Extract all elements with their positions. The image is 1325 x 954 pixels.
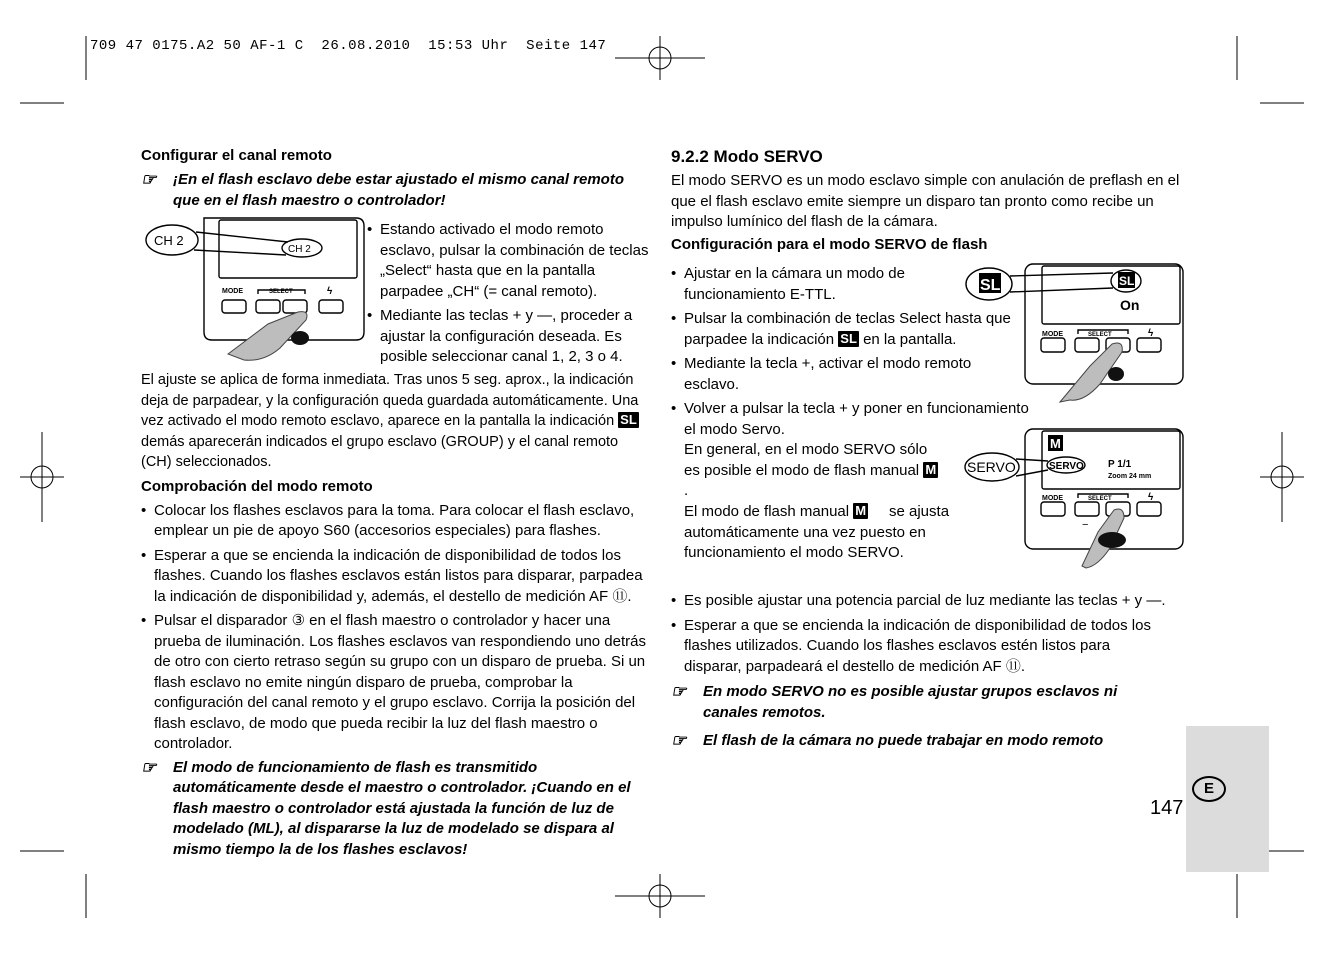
flash-illustration-servo [964,428,1186,556]
left-bullet-1: • Estando activado el modo remoto esclavo, pulsar la combinación de teclas „Select“ hasta que en la pantalla parpadee „CH“ (= canal remoto). [367,220,652,302]
left-paragraph: El ajuste se aplica de forma inmediata. Tras unos 5 seg. aprox., la indicación deja de parpadear, y la configuración queda guardada automáticamente. Una vez activado el modo remoto esclavo, aparece en la pantalla la indicación SLdemás aparecerán indicados el grupo esclavo (GROUP) y el canal remoto (CH) seleccionados. [141,372,639,470]
mode-label: MODE [1042,495,1063,502]
right-note-2: ☞ El flash de la cámara no puede trabajar en modo remoto [671,731,1104,750]
left-fig-bullets [367,220,652,368]
power-display: P 1/1 [1108,459,1132,470]
select-label: SELECT [269,289,293,295]
right-heading: 9.2.2 Modo SERVO [671,147,823,166]
servo-callout: SERVO [967,459,1016,475]
left-check-bullet-1: • Colocar los flashes esclavos para la toma. Para colocar el flash esclavo, emplear un pie de apoyo S60 (accesorios especiales) para flashes. [141,501,651,542]
minus-label: − [1082,519,1089,531]
flash-illustration-channel [140,214,370,364]
sl-callout: SL [980,277,1001,294]
left-check-bullet-3: • Pulsar el disparador ③ en el flash maestro o controlador y hacer una prueba de iluminación. Los flashes esclavos van respondiendo uno detrás de otro con cierto retraso según su grupo con un disparo de prueba. Si un flash esclavo no emite ningún disparo de prueba, comprobar la configuración del canal remoto y el grupo esclavo. Corrija la posición del flash esclavo, de modo que pueda recibir la luz del flash maestro o controlador. [141,611,651,755]
left-heading-2: Comprobación del modo remoto [141,477,373,495]
language-badge: E [1192,776,1226,802]
right-bullet-1: • Ajustar en la cámara un modo de funcionamiento E-TTL. [671,264,964,305]
page-number: 147 [1150,797,1184,819]
flash-illustration-sl [962,262,1187,390]
select-label: SELECT [1088,496,1112,502]
left-lower [141,370,651,860]
manual-mode-icon: M [925,461,937,477]
channel-display: CH 2 [288,244,311,255]
manual-mode-icon: M [855,502,867,518]
left-column [141,146,651,211]
pressing-finger-icon [228,312,309,361]
mode-label: MODE [1042,331,1063,338]
pointing-hand-icon: ☞ [141,757,157,777]
sl-indicator-icon: SL [620,412,637,427]
mode-label: MODE [222,288,243,295]
channel-callout: CH 2 [154,233,184,248]
servo-display: SERVO [1049,461,1084,472]
right-note-1: ☞ En modo SERVO no es posible ajustar grupos esclavos ni canales remotos. [671,682,1118,721]
left-note-1: ☞ ¡En el flash esclavo debe estar ajustado el mismo canal remoto que en el flash maestro o controlador! [141,170,624,209]
bolt-icon: ϟ [327,286,333,297]
sl-display: SL [1119,274,1135,288]
left-bullet-2: • Mediante las teclas + y —, proceder a ajustar la configuración deseada. Es posible seleccionar canal 1, 2, 3 o 4. [367,306,652,368]
left-note-2: ☞ El modo de funcionamiento de flash es transmitido automáticamente desde el maestro o controlador. ¡Cuando en el flash maestro o controlador está ajustada la función de luz de modelado (ML), al dispararse la luz de modelado se dispara al mismo tiempo la de los flashes esclavos! [141,757,631,858]
pointing-hand-icon: ☞ [671,682,687,701]
right-bullet-3: • Mediante la tecla +, activar el modo remoto esclavo. [671,354,1014,395]
sl-indicator-icon: SL [840,330,857,346]
on-display: On [1120,297,1140,313]
right-bullet-6: • Esperar a que se encienda la indicación de disponibilidad de todos los flashes utilizados. Cuando los flashes esclavos estén listos para disparar, parpadeará el destello de medición AF ⑪. [671,616,1162,678]
right-bullet-5: • Es posible ajustar una potencia parcial de luz mediante las teclas + y —. [671,591,1181,612]
zoom-display: Zoom 24 mm [1108,473,1152,480]
right-lower [671,591,1181,752]
bolt-icon: ϟ [1148,492,1154,503]
pointing-hand-icon: ☞ [141,170,157,189]
print-header: 709 47 0175.A2 50 AF-1 C 26.08.2010 15:53 Uhr Seite 147 [90,38,607,54]
right-heading-2: Configuración para el modo SERVO de flash [671,235,988,253]
select-label: SELECT [1088,332,1112,338]
right-intro: El modo SERVO es un modo esclavo simple con anulación de preflash en el que el flash esclavo emite siempre un disparo tan pronto como recibe un impulso lumínico del flash de la cámara. [671,172,1180,230]
left-heading: Configurar el canal remoto [141,147,332,164]
bolt-icon: ϟ [1148,328,1154,339]
right-column [671,146,1186,255]
left-check-bullet-2: • Esperar a que se encienda la indicación de disponibilidad de todos los flashes. Cuando los flashes esclavos están listos para disparar, parpadea la indicación de disponibilidad y, además, el destello de medición AF ⑪. [141,546,651,608]
pointing-hand-icon: ☞ [671,731,687,750]
right-bullet-2: • Pulsar la combinación de teclas Select hasta que parpadee la indicación SL en la pantalla. [671,309,1014,350]
manual-display: M [1050,436,1061,451]
right-bullet-4: • Volver a pulsar la tecla + y poner en funcionamiento el modo Servo. En general, en el modo SERVO sólo es posible el modo de flash manual M . El modo de flash manual M se ajusta automáticamente una vez puesto en funcionamiento el modo SERVO. [671,399,1044,564]
